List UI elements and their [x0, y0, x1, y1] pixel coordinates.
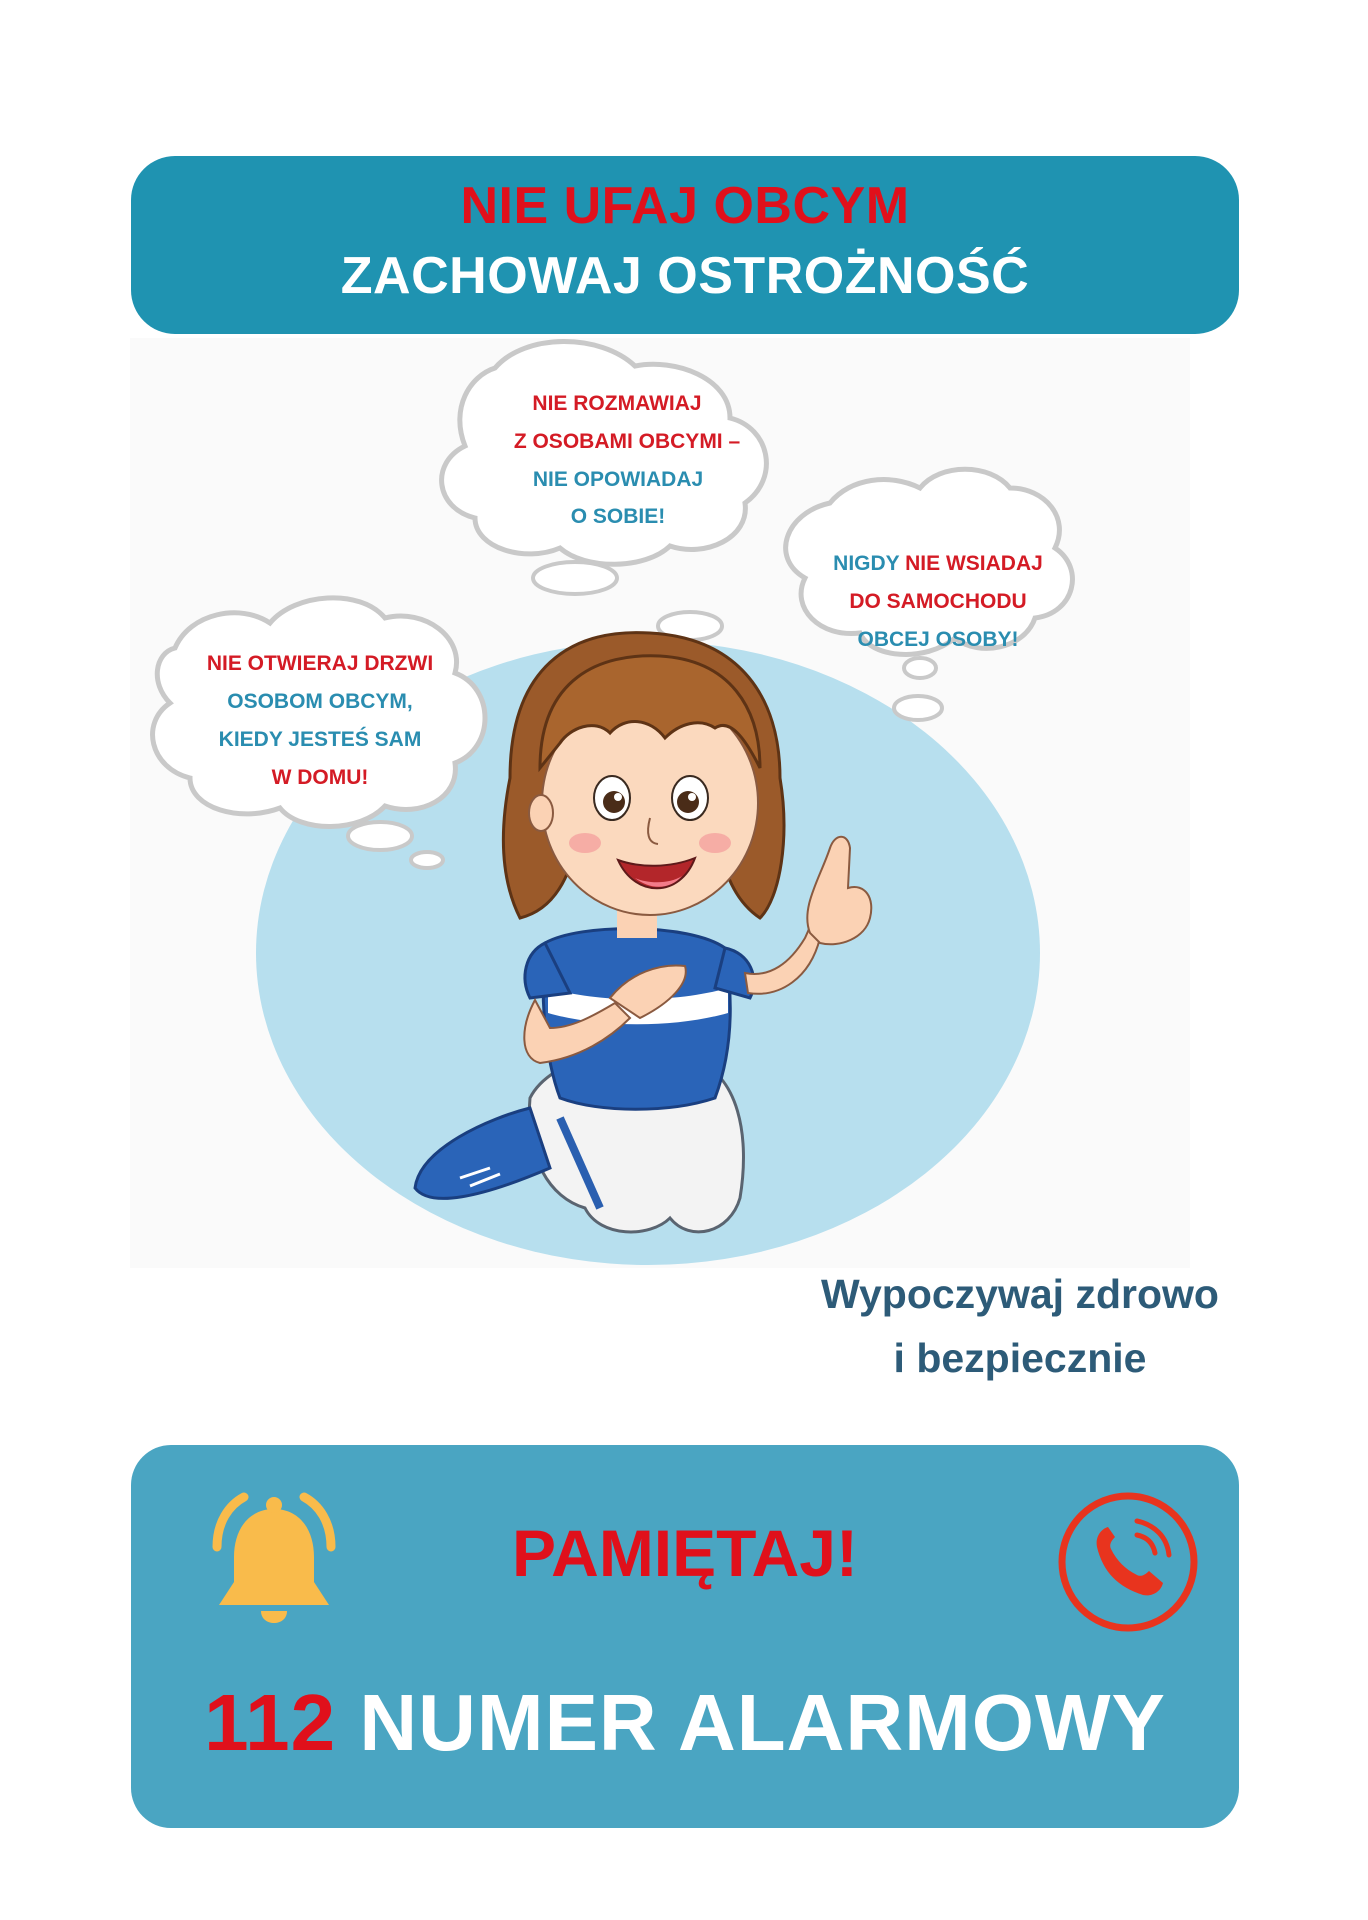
cloud-left-line-4: W DOMU! — [271, 766, 369, 789]
phone-icon — [1053, 1487, 1203, 1637]
tagline-line-2: i bezpiecznie — [893, 1335, 1147, 1381]
cloud-right-line-3: OBCEJ OSOBY! — [857, 628, 1019, 651]
cloud-top-line-4: O SOBIE! — [570, 505, 666, 528]
emergency-number-label: NUMER ALARMOWY — [336, 1678, 1166, 1767]
cloud-left-line-1: NIE OTWIERAJ DRZWI — [206, 652, 434, 675]
remember-heading: PAMIĘTAJ! — [512, 1516, 858, 1590]
cloud-top-line-1: NIE ROZMAWIAJ — [532, 392, 702, 415]
cloud-right-line-2: DO SAMOCHODU — [849, 590, 1027, 613]
cloud-left-line-2: OSOBOM OBCYM, — [227, 690, 413, 713]
title-banner — [131, 156, 1239, 334]
tagline-line-1: Wypoczywaj zdrowo — [821, 1271, 1219, 1317]
illustration — [130, 338, 1190, 1268]
emergency-number-line — [131, 1677, 1239, 1769]
cloud-left-line-3: KIEDY JESTEŚ SAM — [218, 728, 422, 751]
emergency-number: 112 — [204, 1678, 337, 1767]
title-line-2: ZACHOWAJ OSTROŻNOŚĆ — [340, 247, 1030, 305]
cloud-top-line-2: Z OSOBAMI OBCYMI – — [513, 430, 741, 453]
title-line-1: NIE UFAJ OBCYM — [460, 177, 910, 235]
tagline — [760, 1262, 1280, 1390]
cloud-top-line-3: NIE OPOWIADAJ — [532, 468, 704, 491]
emergency-banner — [131, 1445, 1239, 1828]
cloud-right-line-1: NIGDY NIE WSIADAJ — [833, 552, 1043, 575]
